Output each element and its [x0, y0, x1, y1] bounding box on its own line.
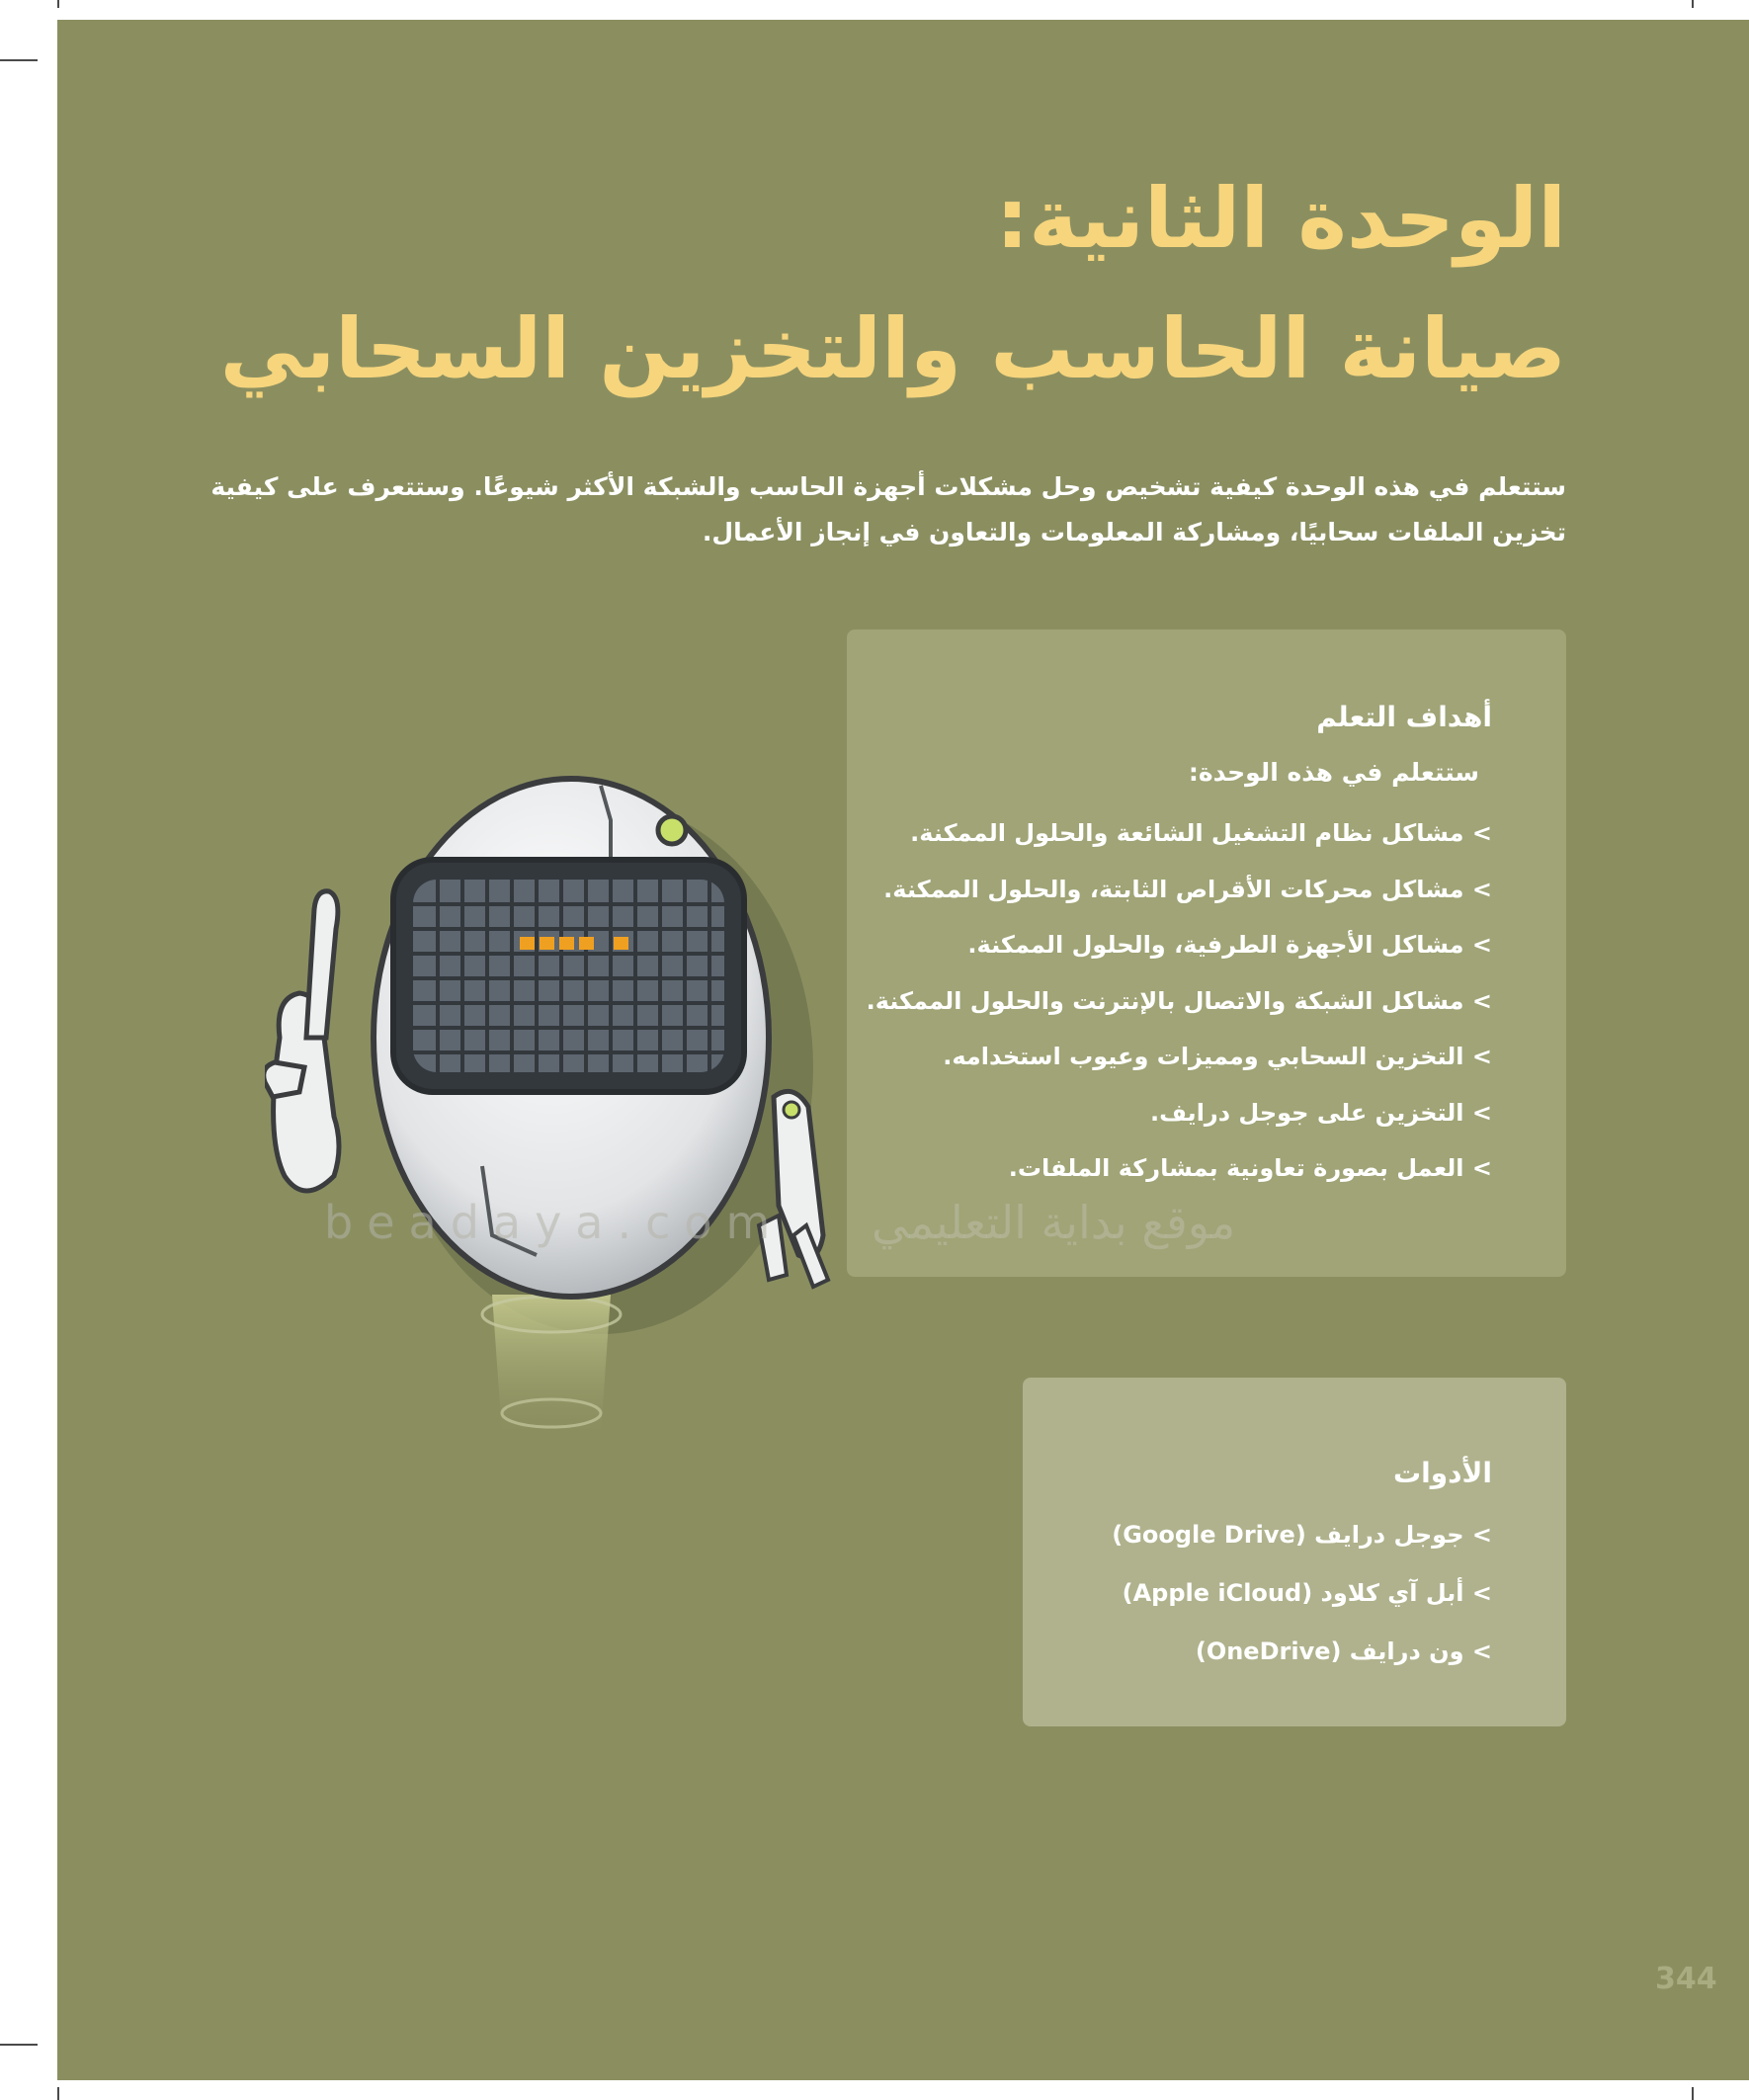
list-item: > التخزين على جوجل درايف. [867, 1085, 1492, 1141]
tools-heading: الأدوات [1393, 1457, 1492, 1489]
learning-objectives-subtitle: ستتعلم في هذه الوحدة: [1188, 758, 1479, 787]
robot-illustration-icon [265, 741, 858, 1453]
page-number: 344 [1655, 1962, 1717, 1996]
list-item: > مشاكل الشبكة والاتصال بالإنترنت والحلول الممكنة. [867, 973, 1492, 1030]
learning-objectives-box [847, 630, 1566, 1277]
book-page [57, 20, 1749, 2080]
crop-mark [57, 0, 59, 8]
list-item: > مشاكل الأجهزة الطرفية، والحلول الممكنة. [867, 917, 1492, 973]
list-item: > التخزين السحابي ومميزات وعيوب استخدامه. [867, 1029, 1492, 1085]
unit-intro: ستتعلم في هذه الوحدة كيفية تشخيص وحل مشكلات أجهزة الحاسب والشبكة الأكثر شيوعًا. وستتعرف على كيفية تخزين الملفات سحابيًا، ومشاركة المعلومات والتعاون في إنجاز الأعمال. [210, 472, 1566, 546]
list-item: > العمل بصورة تعاونية بمشاركة الملفات. [867, 1140, 1492, 1197]
unit-title-line-2: صيانة الحاسب والتخزين السحابي [219, 300, 1566, 397]
list-item: > مشاكل محركات الأقراص الثابتة، والحلول الممكنة. [867, 862, 1492, 918]
watermark-arabic: موقع بداية التعليمي [871, 1196, 1236, 1249]
watermark-latin: beadaya.com [324, 1196, 785, 1249]
learning-objectives-heading: أهداف التعلم [1316, 701, 1492, 733]
list-item: > أبل آي كلاود (Apple iCloud) [1112, 1564, 1492, 1623]
tools-list [1112, 1506, 1492, 1681]
crop-mark [57, 2087, 59, 2100]
crop-mark [0, 59, 38, 61]
crop-mark [0, 2044, 38, 2046]
list-item: > ون درايف (OneDrive) [1112, 1623, 1492, 1681]
list-item: > جوجل درايف (Google Drive) [1112, 1506, 1492, 1564]
learning-objectives-list [867, 805, 1492, 1197]
tools-box [1023, 1378, 1566, 1726]
crop-mark [1692, 2087, 1694, 2100]
list-item: > مشاكل نظام التشغيل الشائعة والحلول الممكنة. [867, 805, 1492, 862]
unit-title [183, 153, 1566, 414]
unit-title-line-1: الوحدة الثانية: [995, 170, 1566, 267]
crop-mark [1692, 0, 1694, 8]
